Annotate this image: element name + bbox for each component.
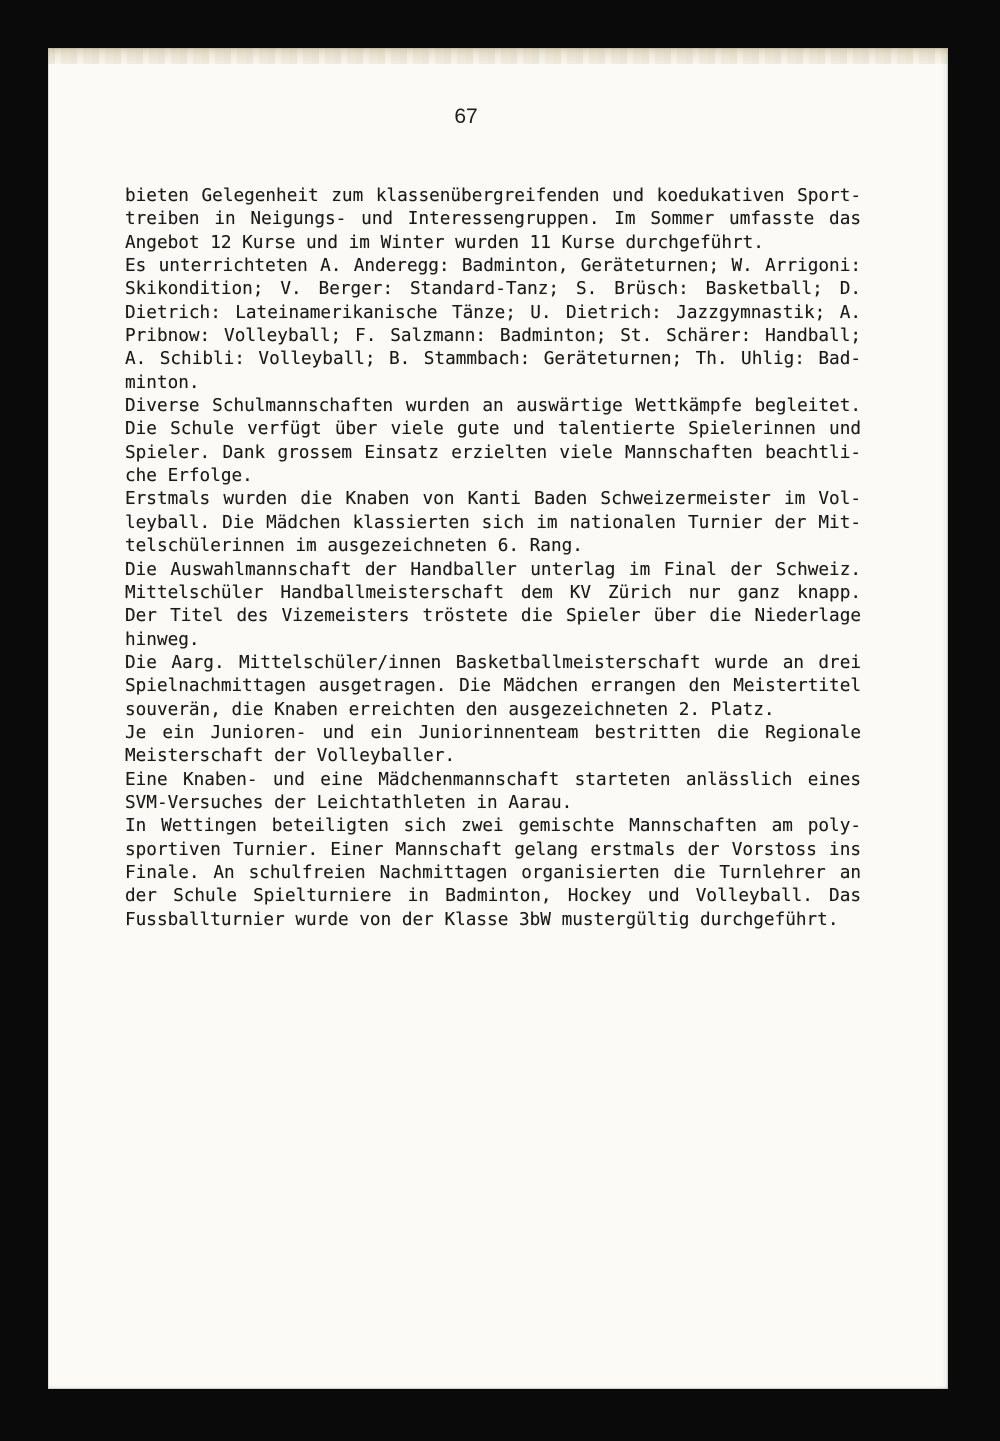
- text-line: Die Auswahlmannschaft der Handballer unterlag im Final der Schweiz.: [125, 559, 861, 580]
- text-line: In Wettingen beteiligten sich zwei gemischte Mannschaften am poly-: [125, 816, 861, 837]
- text-line: Spieler. Dank grossem Einsatz erzielten viele Mannschaften beachtli-: [125, 442, 861, 463]
- paragraph: [125, 769, 861, 816]
- page-number: 67: [454, 105, 478, 128]
- text-line: Spielnachmittagen ausgetragen. Die Mädchen errangen den Meistertitel: [125, 676, 861, 697]
- paragraph: [125, 722, 861, 769]
- paragraph: [125, 559, 861, 652]
- text-line: Fussballturnier wurde von der Klasse 3bW mustergültig durchgeführt.: [125, 909, 839, 930]
- paragraph: [125, 395, 861, 488]
- text-line: sportiven Turnier. Einer Mannschaft gelang erstmals der Vorstoss ins: [125, 839, 861, 860]
- paragraph: [125, 185, 861, 255]
- body-text: [125, 185, 861, 932]
- text-line: Je ein Junioren- und ein Juniorinnenteam bestritten die Regionale: [125, 722, 861, 743]
- text-line: Meisterschaft der Volleyballer.: [125, 746, 456, 767]
- text-line: minton.: [125, 372, 200, 393]
- text-line: hinweg.: [125, 629, 200, 650]
- text-line: SVM-Versuches der Leichtathleten in Aarau.: [125, 792, 573, 813]
- text-line: Skikondition; V. Berger: Standard-Tanz; S. Brüsch: Basketball; D.: [125, 279, 861, 300]
- paragraph: [125, 815, 861, 932]
- text-line: Mittelschüler Handballmeisterschaft dem KV Zürich nur ganz knapp.: [125, 582, 861, 603]
- paragraph: [125, 255, 861, 395]
- scan-edge-artifact: [48, 48, 948, 64]
- text-line: bieten Gelegenheit zum klassenübergreifenden und koedukativen Sport-: [125, 186, 861, 206]
- text-line: Es unterrichteten A. Anderegg: Badminton, Geräteturnen; W. Arrigoni:: [125, 256, 861, 277]
- text-line: Pribnow: Volleyball; F. Salzmann: Badminton; St. Schärer: Handball;: [125, 326, 861, 347]
- paper-sheet: [48, 48, 948, 1389]
- text-line: Dietrich: Lateinamerikanische Tänze; U. Dietrich: Jazzgymnastik; A.: [125, 302, 861, 323]
- text-line: Finale. An schulfreien Nachmittagen organisierten die Turnlehrer an: [125, 862, 861, 883]
- text-line: leyball. Die Mädchen klassierten sich im nationalen Turnier der Mit-: [125, 512, 861, 533]
- text-line: Eine Knaben- und eine Mädchenmannschaft starteten anlässlich eines: [125, 769, 861, 790]
- text-line: Die Aarg. Mittelschüler/innen Basketballmeisterschaft wurde an drei: [125, 652, 861, 673]
- paragraph: [125, 652, 861, 722]
- text-line: der Schule Spielturniere in Badminton, Hockey und Volleyball. Das: [125, 886, 861, 907]
- text-line: che Erfolge.: [125, 466, 253, 487]
- text-line: Erstmals wurden die Knaben von Kanti Baden Schweizermeister im Vol-: [125, 489, 861, 510]
- text-line: Der Titel des Vizemeisters tröstete die Spieler über die Niederlage: [125, 606, 861, 627]
- text-line: souverän, die Knaben erreichten den ausgezeichneten 2. Platz.: [125, 699, 775, 720]
- text-line: Die Schule verfügt über viele gute und talentierte Spielerinnen und: [125, 419, 861, 440]
- text-line: telschülerinnen im ausgezeichneten 6. Rang.: [125, 536, 583, 557]
- paragraph: [125, 488, 861, 558]
- text-line: Angebot 12 Kurse und im Winter wurden 11 Kurse durchgeführt.: [125, 232, 764, 253]
- text-line: treiben in Neigungs- und Interessengruppen. Im Sommer umfasste das: [125, 209, 861, 230]
- text-line: A. Schibli: Volleyball; B. Stammbach: Geräteturnen; Th. Uhlig: Bad-: [125, 349, 861, 370]
- text-line: Diverse Schulmannschaften wurden an auswärtige Wettkämpfe begleitet.: [125, 396, 861, 417]
